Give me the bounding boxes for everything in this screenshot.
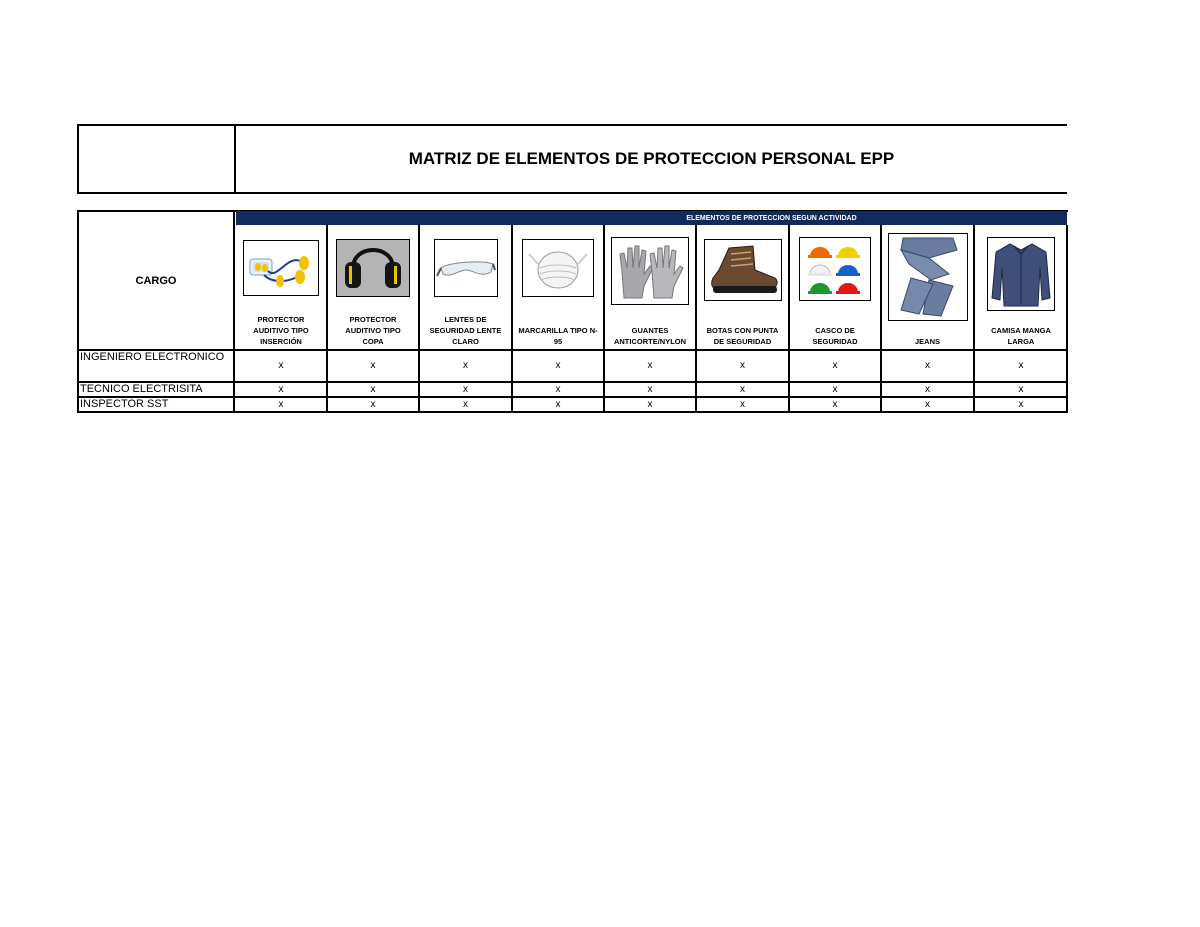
mark-cell: x	[605, 398, 697, 411]
jeans-icon	[888, 233, 968, 321]
gloves-icon	[611, 237, 689, 305]
mark-cell: x	[1018, 360, 1024, 371]
item-label: LENTES DE SEGURIDAD LENTE CLARO	[429, 315, 502, 346]
section-header: ELEMENTOS DE PROTECCION SEGUN ACTIVIDAD	[236, 211, 1067, 225]
column-safety-boots	[697, 225, 790, 350]
earmuffs-icon	[336, 239, 410, 297]
mark-cell: x	[697, 383, 790, 396]
mark-cell: x	[605, 351, 697, 381]
mark-cell: x	[420, 351, 513, 381]
column-earplugs	[236, 225, 328, 350]
mark-cell: x	[605, 383, 697, 396]
mark-cell: x	[1018, 383, 1024, 395]
item-label: BOTAS CON PUNTA DE SEGURIDAD	[706, 326, 779, 346]
mark-cell: x	[236, 383, 328, 396]
item-label: GUANTES ANTICORTE/NYLON	[613, 326, 687, 346]
cargo-header: CARGO	[79, 212, 235, 350]
item-label: CASCO DE SEGURIDAD	[812, 326, 858, 346]
mark-cell: x	[420, 383, 513, 396]
mark-cell: x	[790, 351, 882, 381]
mark-cell: x	[420, 398, 513, 411]
earplugs-icon	[243, 240, 319, 296]
mark-cell: x	[513, 398, 605, 411]
item-label: CAMISA MANGA LARGA	[991, 326, 1051, 346]
mark-cell: x	[1018, 398, 1024, 410]
mark-cell: x	[882, 398, 975, 411]
row-label-ingeniero: INGENIERO ELECTRONICO	[79, 351, 235, 381]
page-title: MATRIZ DE ELEMENTOS DE PROTECCION PERSONAL EPP	[408, 149, 895, 168]
column-shirt	[975, 225, 1067, 350]
safety-glasses-icon	[434, 239, 498, 297]
mark-cell: x	[328, 383, 420, 396]
dust-mask-icon	[522, 239, 594, 297]
column-dust-mask	[513, 225, 605, 350]
item-label: JEANS	[914, 337, 940, 346]
mark-cell: x	[790, 398, 882, 411]
helmets-icon	[799, 237, 871, 301]
item-label: MARCARILLA TIPO N- 95	[518, 326, 598, 346]
mark-cell: x	[328, 398, 420, 411]
column-jeans	[882, 225, 975, 350]
logo-cell	[79, 126, 236, 192]
row-label-inspector: INSPECTOR SST	[79, 398, 235, 411]
row-label-tecnico: TECNICO ELECTRISITA	[79, 383, 235, 396]
column-gloves	[605, 225, 697, 350]
mark-cell: x	[697, 398, 790, 411]
column-earmuffs	[328, 225, 420, 350]
mark-cell: x	[513, 383, 605, 396]
mark-cell: x	[513, 351, 605, 381]
column-safety-glasses	[420, 225, 513, 350]
mark-cell: x	[328, 351, 420, 381]
safety-boots-icon	[704, 239, 782, 301]
mark-cell: x	[236, 351, 328, 381]
item-label: PROTECTOR AUDITIVO TIPO INSERCIÓN	[253, 315, 309, 346]
mark-cell: x	[882, 351, 975, 381]
item-label: PROTECTOR AUDITIVO TIPO COPA	[345, 315, 401, 346]
mark-cell: x	[236, 398, 328, 411]
column-helmets	[790, 225, 882, 350]
shirt-icon	[987, 237, 1055, 311]
mark-cell: x	[697, 351, 790, 381]
mark-cell: x	[790, 383, 882, 396]
mark-cell: x	[882, 383, 975, 396]
